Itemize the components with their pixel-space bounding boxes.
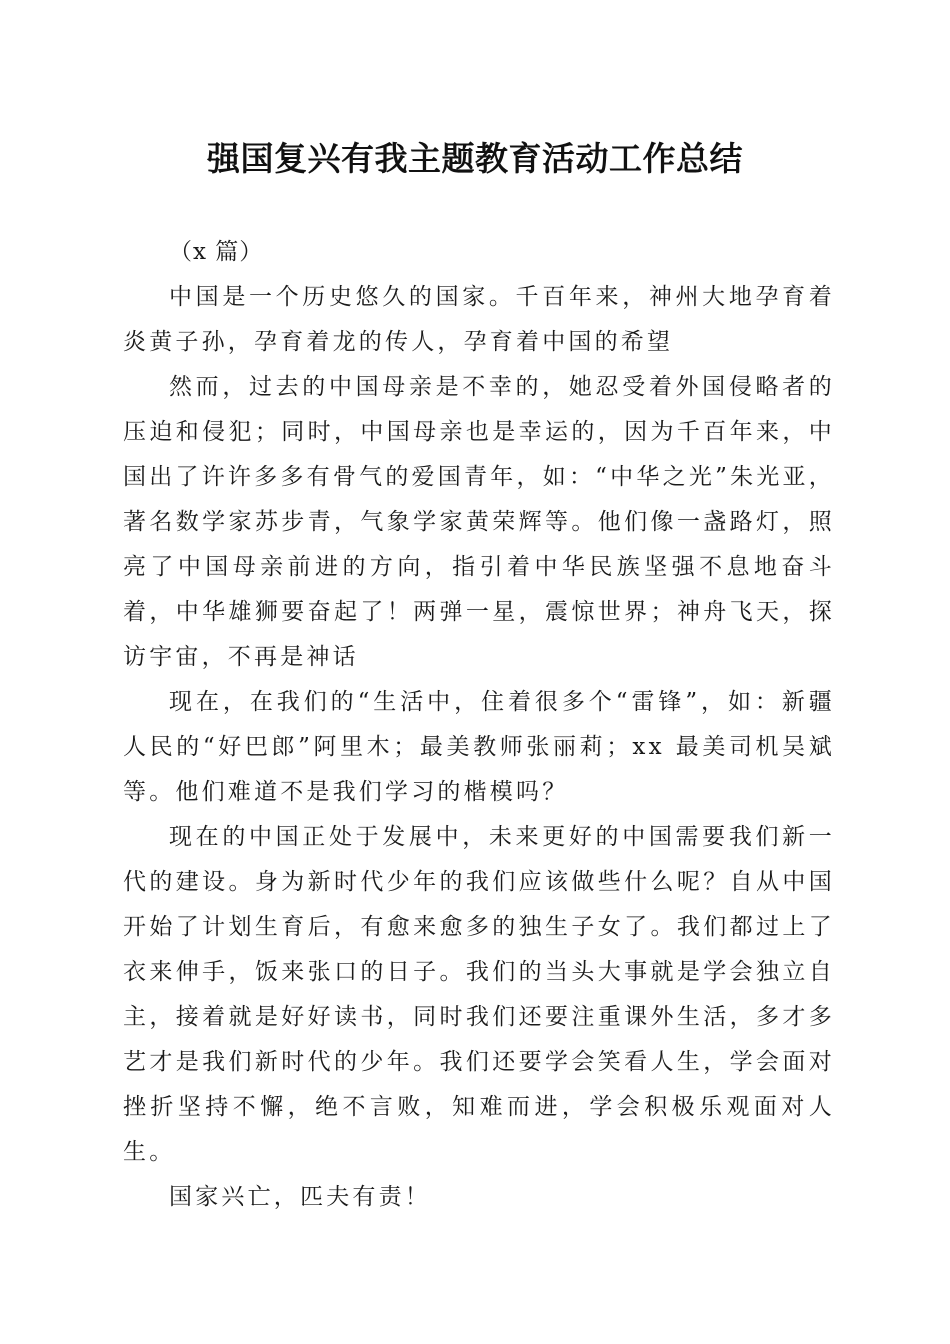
paragraph-4: 现在的中国正处于发展中，未来更好的中国需要我们新一代的建设。身为新时代少年的我们应该做些什么呢？自从中国开始了计划生育后，有愈来愈多的独生子女了。我们都过上了衣来伸手，饭来张口的日子。我们的当头大事就是学会独立自主，接着就是好好读书，同时我们还要注重课外生活，多才多艺才是我们新时代的少年。我们还要学会笑看人生，学会面对挫折坚持不懈，绝不言败，知难而进，学会积极乐观面对人生。 [123,824,835,1165]
paragraph-1: 中国是一个历史悠久的国家。千百年来，神州大地孕育着炎黄子孙，孕育着龙的传人，孕育着中国的希望 [123,284,835,355]
paragraph-3: 现在，在我们的“生活中，住着很多个“雷锋”，如：新疆人民的“好巴郎”阿里木；最美教师张丽莉；xx 最美司机吴斌等。他们难道不是我们学习的楷模吗？ [123,689,835,805]
paragraph-5: 国家兴亡，匹夫有责！ [169,1184,431,1210]
document-subtitle: （x 篇） [169,239,264,265]
document-title: 强国复兴有我主题教育活动工作总结 [207,139,743,178]
paragraph-2: 然而，过去的中国母亲是不幸的，她忍受着外国侵略者的压迫和侵犯；同时，中国母亲也是幸运的，因为千百年来，中国出了许许多多有骨气的爱国青年，如：“中华之光”朱光亚，著名数学家苏步青，气象学家黄荣辉等。他们像一盏路灯，照亮了中国母亲前进的方向，指引着中华民族坚强不息地奋斗着，中华雄狮要奋起了！两弹一星，震惊世界；神舟飞天，探访宇宙，不再是神话 [123,374,835,670]
document-body [123,230,835,1220]
